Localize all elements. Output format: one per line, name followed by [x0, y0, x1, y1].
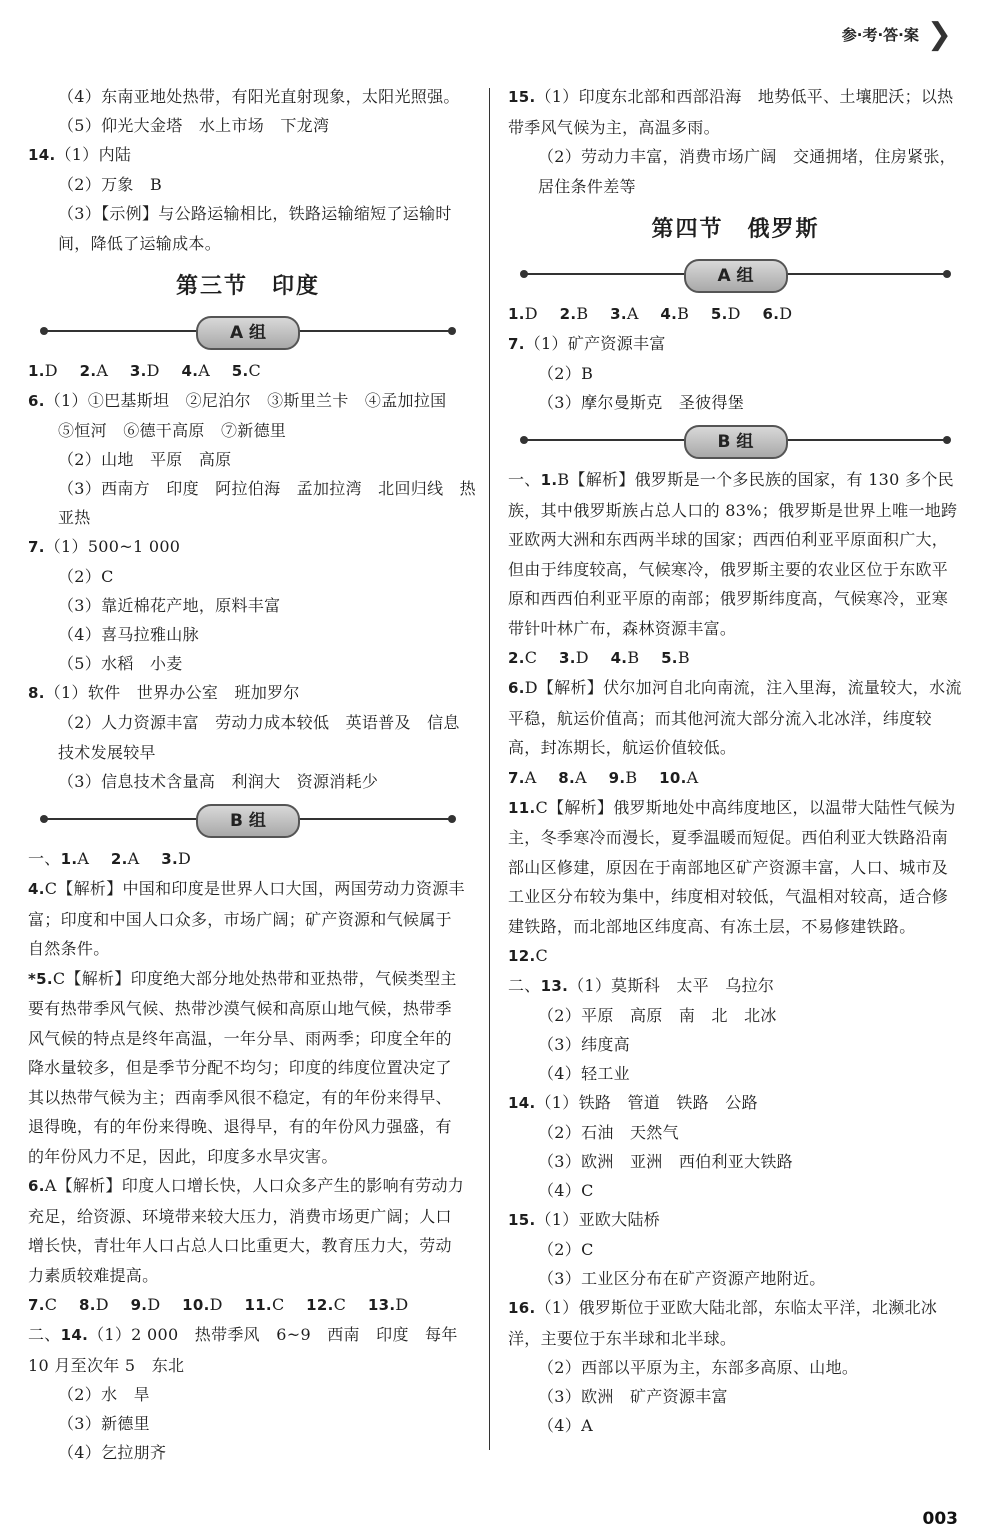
answer-line: （2）西部以平原为主，东部多高原、山地。 [538, 1358, 859, 1377]
group-b-banner [28, 802, 468, 836]
question-number: 7. [28, 1296, 45, 1314]
answer-text: （1）2 000 热带季风 6~9 西南 印度 每年 10 月至次年 5 东北 [28, 1325, 458, 1375]
answer-explanation: A【解析】印度人口增长快，人口众多产生的影响有劳动力充足，给资源、环境带来较大压力，消费市场更广阔；人口增长快，青壮年人口占总人口比重更大，教育压力大，劳动力素质较难提高。 [28, 1176, 465, 1285]
group-a-banner [508, 257, 963, 291]
question-number: 14. [28, 146, 56, 164]
question-6b [28, 1171, 468, 1290]
question-number: 1. [508, 305, 525, 323]
question-number: 12. [306, 1296, 334, 1314]
answer-value: D [44, 361, 58, 380]
group-b-label: B 组 [684, 425, 788, 459]
answer-line: （4）乞拉朋齐 [58, 1443, 167, 1462]
question-13 [508, 971, 963, 1001]
answer-line: （3）纬度高 [538, 1035, 630, 1054]
question-5 [28, 964, 468, 1172]
answer-value: C [44, 1295, 58, 1314]
question-number: 14. [508, 1094, 536, 1112]
answer-row [28, 844, 468, 874]
question-6 [508, 673, 963, 763]
answer-value: B [625, 767, 638, 787]
answer-value: A [626, 304, 639, 323]
section-title-india: 第三节 印度 [175, 274, 320, 299]
answer-value: A [686, 767, 699, 787]
answer-line: （2）C [58, 567, 114, 586]
answer-row [508, 643, 963, 673]
group-b-banner [508, 423, 963, 457]
answer-line: （2）万象 B [58, 175, 163, 194]
answer-line: （5）水稻 小麦 [58, 654, 183, 673]
answer-line: （3）新德里 [58, 1414, 150, 1433]
question-15b [508, 1205, 963, 1235]
answer-value: A [575, 767, 587, 787]
question-number: 8. [558, 768, 576, 787]
group-a-label: A 组 [684, 259, 788, 293]
answer-explanation: C【解析】俄罗斯地处中高纬度地区，以温带大陆性气候为主，冬季寒冷而漫长，夏季温暖而短促。西伯利亚大铁路沿南部山区修建，原因在于南部地区矿产资源丰富，人口、城市及工业区分布较为集中，纬度相对较低，气温相对较高，适合修建铁路，而北部地区纬度高、有冻土层，不易修建铁路。 [508, 797, 956, 936]
answer-line: （5）仰光大金塔 水上市场 下龙湾 [58, 116, 330, 135]
answer-value: D [95, 1295, 109, 1314]
answer-line: （2）劳动力丰富，消费市场广阔 交通拥堵，住房紧张，居住条件差等 [538, 147, 956, 196]
answer-text: （1）亚欧大陆桥 [535, 1210, 661, 1229]
question-number: 16. [508, 1299, 536, 1317]
question-7 [508, 329, 963, 359]
question-number: 3. [161, 850, 178, 868]
question-number: 3. [558, 649, 576, 667]
question-1 [508, 465, 963, 643]
question-number: 5. [231, 362, 249, 380]
answer-value: A [96, 361, 109, 380]
answer-value: D [177, 849, 192, 868]
answer-line: （4）喜马拉雅山脉 [58, 625, 199, 644]
answer-row [508, 299, 963, 329]
question-number: 4. [181, 362, 199, 380]
answer-line: （3）欧洲 亚洲 西伯利亚大铁路 [538, 1152, 793, 1171]
left-column [28, 82, 476, 1467]
chevron-right-icon: ❯ [926, 16, 952, 52]
answer-line: （4）A [538, 1416, 593, 1435]
answer-value: D [395, 1295, 409, 1314]
answer-value: B [677, 648, 690, 667]
answer-value: D [147, 1295, 161, 1314]
question-number: 14. [60, 1326, 89, 1344]
question-14b [28, 1320, 468, 1380]
answer-line: （3）摩尔曼斯克 圣彼得堡 [538, 393, 745, 412]
answer-line: （3）西南方 印度 阿拉伯海 孟加拉湾 北回归线 热 [58, 479, 476, 498]
question-number: 7. [508, 768, 525, 787]
question-number: 1. [60, 850, 78, 868]
answer-line: （2）人力资源丰富 劳动力成本较低 英语普及 信息技术发展较早 [58, 713, 460, 762]
question-number: 6. [28, 392, 45, 410]
question-number: 6. [28, 1177, 45, 1195]
question-number: 9. [608, 768, 626, 787]
answer-value: C [333, 1295, 347, 1314]
answer-line: （3）靠近棉花产地，原料丰富 [58, 596, 281, 615]
answer-value: A [127, 849, 140, 868]
question-number: 15. [508, 88, 536, 106]
question-number: 8. [28, 684, 45, 702]
question-14 [28, 140, 468, 170]
part-prefix: 一、 [508, 470, 541, 489]
answer-explanation: C【解析】中国和印度是世界人口大国，两国劳动力资源丰富；印度和中国人口众多，市场广阔；矿产资源和气候属于自然条件。 [28, 879, 465, 958]
answer-line: （3）信息技术含量高 利润大 资源消耗少 [58, 772, 379, 791]
answer-text: （1）俄罗斯位于亚欧大陆北部，东临太平洋，北濒北冰洋，主要位于东半球和北半球。 [508, 1298, 938, 1348]
answer-line: 亚热 [58, 508, 91, 527]
question-number: 4. [610, 649, 628, 667]
question-8 [28, 678, 468, 708]
answer-value: D [727, 304, 741, 323]
answer-row [28, 356, 468, 386]
answer-line: （2）石油 天然气 [538, 1123, 679, 1142]
answer-line: （2）C [538, 1240, 594, 1259]
answer-value: A [77, 849, 90, 868]
answer-line: ⑤恒河 ⑥德干高原 ⑦新德里 [58, 421, 287, 440]
question-number: 4. [660, 305, 678, 323]
question-number: 13. [540, 977, 569, 995]
answer-value: B [677, 304, 690, 323]
group-a-label: A 组 [196, 316, 300, 350]
answer-value: D [524, 304, 538, 323]
answer-text: （1）印度东北部和西部沿海 地势低平、土壤肥沃；以热带季风气候为主，高温多雨。 [508, 87, 954, 137]
answer-row [508, 763, 963, 793]
answer-text: （1）500~1 000 [44, 537, 181, 556]
answer-value: B [627, 648, 640, 667]
question-number: 2. [79, 362, 97, 380]
answer-text: （1）矿产资源丰富 [524, 334, 666, 353]
column-divider [489, 88, 490, 1450]
answer-line: （4）C [538, 1181, 594, 1200]
answer-value: A [524, 767, 537, 787]
part-prefix: 一、 [28, 849, 61, 868]
question-number: 10. [659, 768, 687, 787]
question-7 [28, 532, 468, 562]
answer-text: （1）铁路 管道 铁路 公路 [535, 1093, 758, 1112]
answer-text: （1）①巴基斯坦 ②尼泊尔 ③斯里兰卡 ④孟加拉国 [44, 391, 447, 410]
question-number: 7. [508, 335, 525, 353]
right-column [508, 82, 963, 1440]
answer-line: （4）轻工业 [538, 1064, 630, 1083]
answer-value: D [146, 361, 160, 380]
answer-value: D [209, 1295, 223, 1314]
question-number: 12. [508, 947, 536, 965]
answer-value: A [198, 361, 211, 380]
question-number: 3. [129, 362, 147, 380]
question-number: 5. [661, 649, 678, 667]
question-16 [508, 1293, 963, 1353]
page-header [841, 16, 952, 52]
answer-value: C [248, 361, 262, 380]
answer-key-label: 参·考·答·案 [841, 26, 919, 44]
question-11 [508, 793, 963, 942]
question-4 [28, 874, 468, 964]
question-number: 15. [508, 1211, 536, 1229]
part-prefix: 二、 [28, 1325, 61, 1344]
question-number: 4. [28, 880, 45, 898]
answer-line: （3）工业区分布在矿产资源产地附近。 [538, 1269, 826, 1288]
question-number: 9. [130, 1296, 148, 1314]
part-prefix: 二、 [508, 976, 541, 995]
question-6 [28, 386, 468, 416]
answer-explanation: C【解析】印度绝大部分地处热带和亚热带，气候类型主要有热带季风气候、热带沙漠气候和高原山地气候，热带季风气候的特点是终年高温，一年分旱、雨两季；印度全年的降水量较多，但是季节分配不均匀；印度的纬度位置决定了其以热带气候为主；西南季风很不稳定，有的年份来得早、退得晚，有的年份来得晚、退得早，有的年份风力强盛，有的年份风力不足，因此，印度多水旱灾害。 [28, 968, 457, 1166]
answer-value: C [535, 946, 549, 965]
question-number: *5. [28, 969, 53, 988]
question-number: 8. [78, 1296, 96, 1314]
answer-value: C [271, 1295, 285, 1314]
question-number: 5. [710, 305, 728, 323]
answer-value: C [524, 648, 538, 667]
question-number: 1. [540, 471, 558, 489]
answer-text: （1）软件 世界办公室 班加罗尔 [44, 683, 300, 702]
question-15 [508, 82, 963, 142]
question-number: 3. [610, 305, 627, 323]
answer-line: （3）【示例】与公路运输相比，铁路运输缩短了运输时间，降低了运输成本。 [58, 204, 452, 253]
answer-text: （1）莫斯科 太平 乌拉尔 [568, 976, 775, 995]
question-14 [508, 1088, 963, 1118]
question-number: 7. [28, 538, 45, 556]
question-number: 11. [508, 798, 536, 817]
group-b-label: B 组 [196, 804, 300, 838]
answer-explanation: D【解析】伏尔加河自北向南流，注入里海，流量较大，水流平稳，航运价值高；而其他河流大部分流入北冰洋，纬度较高，封冻期长，航运价值较低。 [508, 678, 962, 757]
question-number: 11. [244, 1296, 272, 1314]
question-number: 13. [367, 1296, 396, 1314]
page-number: 003 [922, 1509, 958, 1529]
answer-line: （2）山地 平原 高原 [58, 450, 232, 469]
answer-value: B [576, 304, 589, 323]
group-a-banner [28, 314, 468, 348]
question-12 [508, 941, 963, 971]
question-number: 2. [110, 850, 128, 868]
answer-value: D [575, 648, 589, 667]
question-number: 2. [508, 649, 525, 667]
answer-line: （2）平原 高原 南 北 北冰 [538, 1006, 777, 1025]
answer-line: （2）水 旱 [58, 1385, 150, 1404]
question-number: 1. [28, 362, 45, 380]
answer-line: （2）B [538, 364, 594, 383]
answer-value: D [779, 304, 793, 323]
answer-explanation: B【解析】俄罗斯是一个多民族的国家，有 130 多个民族，其中俄罗斯族占总人口的 83%；俄罗斯是世界上唯一地跨亚欧两大洲和东西两半球的国家；西西伯利亚平原面积广大，但由于纬度较高，气候寒冷，俄罗斯主要的农业区位于东欧平原和西西伯利亚平原的南部；俄罗斯纬度高，气候寒冷，亚寒带针叶林广布，森林资源丰富。 [508, 470, 958, 638]
answer-line: （4）东南亚地处热带，有阳光直射现象，太阳光照强。 [58, 87, 460, 106]
question-number: 6. [762, 305, 780, 323]
question-number: 10. [182, 1296, 210, 1314]
answer-text: （1）内陆 [55, 145, 132, 164]
section-title-russia: 第四节 俄罗斯 [651, 217, 820, 242]
answer-line: （3）欧洲 矿产资源丰富 [538, 1387, 728, 1406]
question-number: 6. [508, 679, 525, 697]
question-number: 2. [559, 305, 577, 323]
answer-row [28, 1290, 468, 1320]
